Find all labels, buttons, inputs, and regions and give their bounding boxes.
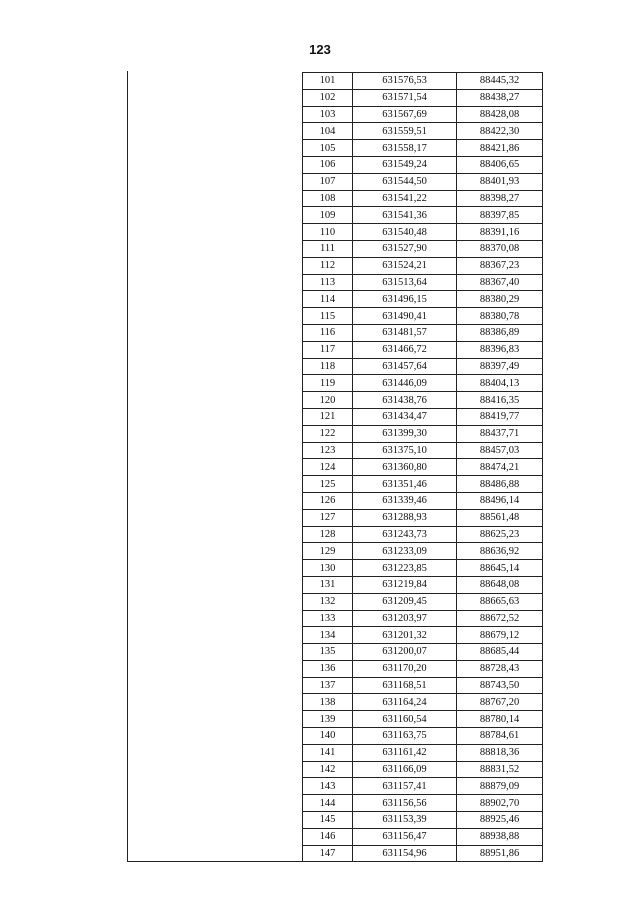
point-number-cell: 129 bbox=[303, 543, 353, 560]
x-coordinate-cell: 631513,64 bbox=[353, 274, 457, 291]
table-row bbox=[303, 324, 543, 341]
table-row bbox=[303, 509, 543, 526]
x-coordinate-cell: 631540,48 bbox=[353, 224, 457, 241]
x-coordinate-cell: 631153,39 bbox=[353, 812, 457, 829]
y-coordinate-cell: 88474,21 bbox=[457, 459, 543, 476]
y-coordinate-cell: 88438,27 bbox=[457, 89, 543, 106]
x-coordinate-cell: 631527,90 bbox=[353, 240, 457, 257]
x-coordinate-cell: 631200,07 bbox=[353, 644, 457, 661]
table-row bbox=[303, 744, 543, 761]
x-coordinate-cell: 631558,17 bbox=[353, 140, 457, 157]
y-coordinate-cell: 88401,93 bbox=[457, 173, 543, 190]
point-number-cell: 119 bbox=[303, 375, 353, 392]
y-coordinate-cell: 88496,14 bbox=[457, 492, 543, 509]
y-coordinate-cell: 88665,63 bbox=[457, 593, 543, 610]
y-coordinate-cell: 88457,03 bbox=[457, 442, 543, 459]
table-row bbox=[303, 106, 543, 123]
y-coordinate-cell: 88728,43 bbox=[457, 660, 543, 677]
x-coordinate-cell: 631466,72 bbox=[353, 341, 457, 358]
table-row bbox=[303, 728, 543, 745]
y-coordinate-cell: 88422,30 bbox=[457, 123, 543, 140]
point-number-cell: 111 bbox=[303, 240, 353, 257]
table-row bbox=[303, 140, 543, 157]
table-row bbox=[303, 644, 543, 661]
x-coordinate-cell: 631219,84 bbox=[353, 576, 457, 593]
point-number-cell: 110 bbox=[303, 224, 353, 241]
table-row bbox=[303, 761, 543, 778]
point-number-cell: 118 bbox=[303, 358, 353, 375]
x-coordinate-cell: 631541,22 bbox=[353, 190, 457, 207]
point-number-cell: 141 bbox=[303, 744, 353, 761]
y-coordinate-cell: 88486,88 bbox=[457, 476, 543, 493]
x-coordinate-cell: 631576,53 bbox=[353, 73, 457, 90]
table-row bbox=[303, 778, 543, 795]
y-coordinate-cell: 88561,48 bbox=[457, 509, 543, 526]
x-coordinate-cell: 631549,24 bbox=[353, 156, 457, 173]
table-row bbox=[303, 610, 543, 627]
table-row bbox=[303, 476, 543, 493]
x-coordinate-cell: 631203,97 bbox=[353, 610, 457, 627]
point-number-cell: 135 bbox=[303, 644, 353, 661]
table-row bbox=[303, 845, 543, 862]
y-coordinate-cell: 88645,14 bbox=[457, 560, 543, 577]
y-coordinate-cell: 88445,32 bbox=[457, 73, 543, 90]
x-coordinate-cell: 631156,47 bbox=[353, 828, 457, 845]
table-row bbox=[303, 240, 543, 257]
x-coordinate-cell: 631496,15 bbox=[353, 291, 457, 308]
y-coordinate-cell: 88380,29 bbox=[457, 291, 543, 308]
y-coordinate-cell: 88404,13 bbox=[457, 375, 543, 392]
table-row bbox=[303, 459, 543, 476]
x-coordinate-cell: 631161,42 bbox=[353, 744, 457, 761]
y-coordinate-cell: 88419,77 bbox=[457, 408, 543, 425]
point-number-cell: 120 bbox=[303, 392, 353, 409]
table-row bbox=[303, 408, 543, 425]
y-coordinate-cell: 88428,08 bbox=[457, 106, 543, 123]
x-coordinate-cell: 631544,50 bbox=[353, 173, 457, 190]
y-coordinate-cell: 88386,89 bbox=[457, 324, 543, 341]
x-coordinate-cell: 631481,57 bbox=[353, 324, 457, 341]
table-row bbox=[303, 123, 543, 140]
point-number-cell: 136 bbox=[303, 660, 353, 677]
point-number-cell: 145 bbox=[303, 812, 353, 829]
point-number-cell: 127 bbox=[303, 509, 353, 526]
point-number-cell: 101 bbox=[303, 73, 353, 90]
x-coordinate-cell: 631160,54 bbox=[353, 711, 457, 728]
point-number-cell: 125 bbox=[303, 476, 353, 493]
table-row bbox=[303, 358, 543, 375]
point-number-cell: 138 bbox=[303, 694, 353, 711]
table-row bbox=[303, 224, 543, 241]
coordinates-table-body bbox=[303, 73, 543, 862]
point-number-cell: 122 bbox=[303, 425, 353, 442]
y-coordinate-cell: 88938,88 bbox=[457, 828, 543, 845]
table-row bbox=[303, 257, 543, 274]
x-coordinate-cell: 631154,96 bbox=[353, 845, 457, 862]
point-number-cell: 115 bbox=[303, 308, 353, 325]
x-coordinate-cell: 631166,09 bbox=[353, 761, 457, 778]
point-number-cell: 116 bbox=[303, 324, 353, 341]
x-coordinate-cell: 631157,41 bbox=[353, 778, 457, 795]
y-coordinate-cell: 88406,65 bbox=[457, 156, 543, 173]
x-coordinate-cell: 631360,80 bbox=[353, 459, 457, 476]
x-coordinate-cell: 631243,73 bbox=[353, 526, 457, 543]
y-coordinate-cell: 88625,23 bbox=[457, 526, 543, 543]
table-row bbox=[303, 560, 543, 577]
table-row bbox=[303, 593, 543, 610]
table-row bbox=[303, 89, 543, 106]
point-number-cell: 113 bbox=[303, 274, 353, 291]
x-coordinate-cell: 631571,54 bbox=[353, 89, 457, 106]
y-coordinate-cell: 88421,86 bbox=[457, 140, 543, 157]
y-coordinate-cell: 88831,52 bbox=[457, 761, 543, 778]
y-coordinate-cell: 88397,85 bbox=[457, 207, 543, 224]
point-number-cell: 106 bbox=[303, 156, 353, 173]
table-row bbox=[303, 576, 543, 593]
table-row bbox=[303, 308, 543, 325]
table-row bbox=[303, 694, 543, 711]
point-number-cell: 124 bbox=[303, 459, 353, 476]
table-row bbox=[303, 73, 543, 90]
point-number-cell: 117 bbox=[303, 341, 353, 358]
y-coordinate-cell: 88648,08 bbox=[457, 576, 543, 593]
table-row bbox=[303, 543, 543, 560]
point-number-cell: 105 bbox=[303, 140, 353, 157]
table-row bbox=[303, 627, 543, 644]
x-coordinate-cell: 631434,47 bbox=[353, 408, 457, 425]
y-coordinate-cell: 88784,61 bbox=[457, 728, 543, 745]
table-row bbox=[303, 711, 543, 728]
y-coordinate-cell: 88925,46 bbox=[457, 812, 543, 829]
y-coordinate-cell: 88416,35 bbox=[457, 392, 543, 409]
y-coordinate-cell: 88679,12 bbox=[457, 627, 543, 644]
point-number-cell: 108 bbox=[303, 190, 353, 207]
page-number: 123 bbox=[309, 42, 331, 57]
table-row bbox=[303, 173, 543, 190]
x-coordinate-cell: 631168,51 bbox=[353, 677, 457, 694]
table-row bbox=[303, 526, 543, 543]
y-coordinate-cell: 88396,83 bbox=[457, 341, 543, 358]
table-row bbox=[303, 291, 543, 308]
x-coordinate-cell: 631339,46 bbox=[353, 492, 457, 509]
point-number-cell: 140 bbox=[303, 728, 353, 745]
x-coordinate-cell: 631201,32 bbox=[353, 627, 457, 644]
y-coordinate-cell: 88818,36 bbox=[457, 744, 543, 761]
table-row bbox=[303, 392, 543, 409]
x-coordinate-cell: 631164,24 bbox=[353, 694, 457, 711]
y-coordinate-cell: 88636,92 bbox=[457, 543, 543, 560]
point-number-cell: 103 bbox=[303, 106, 353, 123]
x-coordinate-cell: 631375,10 bbox=[353, 442, 457, 459]
table-row bbox=[303, 274, 543, 291]
point-number-cell: 142 bbox=[303, 761, 353, 778]
y-coordinate-cell: 88367,40 bbox=[457, 274, 543, 291]
y-coordinate-cell: 88879,09 bbox=[457, 778, 543, 795]
y-coordinate-cell: 88951,86 bbox=[457, 845, 543, 862]
point-number-cell: 134 bbox=[303, 627, 353, 644]
point-number-cell: 126 bbox=[303, 492, 353, 509]
x-coordinate-cell: 631559,51 bbox=[353, 123, 457, 140]
x-coordinate-cell: 631524,21 bbox=[353, 257, 457, 274]
x-coordinate-cell: 631170,20 bbox=[353, 660, 457, 677]
table-row bbox=[303, 828, 543, 845]
table-row bbox=[303, 375, 543, 392]
y-coordinate-cell: 88780,14 bbox=[457, 711, 543, 728]
table-row bbox=[303, 492, 543, 509]
x-coordinate-cell: 631457,64 bbox=[353, 358, 457, 375]
y-coordinate-cell: 88367,23 bbox=[457, 257, 543, 274]
table-row bbox=[303, 660, 543, 677]
point-number-cell: 104 bbox=[303, 123, 353, 140]
point-number-cell: 143 bbox=[303, 778, 353, 795]
point-number-cell: 137 bbox=[303, 677, 353, 694]
table-row bbox=[303, 442, 543, 459]
table-row bbox=[303, 156, 543, 173]
x-coordinate-cell: 631288,93 bbox=[353, 509, 457, 526]
table-row bbox=[303, 190, 543, 207]
point-number-cell: 109 bbox=[303, 207, 353, 224]
y-coordinate-cell: 88902,70 bbox=[457, 795, 543, 812]
x-coordinate-cell: 631490,41 bbox=[353, 308, 457, 325]
x-coordinate-cell: 631351,46 bbox=[353, 476, 457, 493]
y-coordinate-cell: 88370,08 bbox=[457, 240, 543, 257]
table-row bbox=[303, 677, 543, 694]
y-coordinate-cell: 88391,16 bbox=[457, 224, 543, 241]
point-number-cell: 131 bbox=[303, 576, 353, 593]
point-number-cell: 102 bbox=[303, 89, 353, 106]
point-number-cell: 133 bbox=[303, 610, 353, 627]
x-coordinate-cell: 631163,75 bbox=[353, 728, 457, 745]
point-number-cell: 112 bbox=[303, 257, 353, 274]
point-number-cell: 130 bbox=[303, 560, 353, 577]
x-coordinate-cell: 631567,69 bbox=[353, 106, 457, 123]
y-coordinate-cell: 88380,78 bbox=[457, 308, 543, 325]
table-row bbox=[303, 812, 543, 829]
x-coordinate-cell: 631446,09 bbox=[353, 375, 457, 392]
point-number-cell: 121 bbox=[303, 408, 353, 425]
x-coordinate-cell: 631223,85 bbox=[353, 560, 457, 577]
y-coordinate-cell: 88397,49 bbox=[457, 358, 543, 375]
x-coordinate-cell: 631156,56 bbox=[353, 795, 457, 812]
point-number-cell: 132 bbox=[303, 593, 353, 610]
y-coordinate-cell: 88743,50 bbox=[457, 677, 543, 694]
coordinates-table bbox=[302, 72, 543, 862]
y-coordinate-cell: 88398,27 bbox=[457, 190, 543, 207]
y-coordinate-cell: 88437,71 bbox=[457, 425, 543, 442]
x-coordinate-cell: 631233,09 bbox=[353, 543, 457, 560]
y-coordinate-cell: 88685,44 bbox=[457, 644, 543, 661]
point-number-cell: 107 bbox=[303, 173, 353, 190]
x-coordinate-cell: 631541,36 bbox=[353, 207, 457, 224]
point-number-cell: 146 bbox=[303, 828, 353, 845]
x-coordinate-cell: 631399,30 bbox=[353, 425, 457, 442]
y-coordinate-cell: 88767,20 bbox=[457, 694, 543, 711]
point-number-cell: 144 bbox=[303, 795, 353, 812]
point-number-cell: 147 bbox=[303, 845, 353, 862]
x-coordinate-cell: 631438,76 bbox=[353, 392, 457, 409]
table-row bbox=[303, 425, 543, 442]
point-number-cell: 128 bbox=[303, 526, 353, 543]
y-coordinate-cell: 88672,52 bbox=[457, 610, 543, 627]
point-number-cell: 123 bbox=[303, 442, 353, 459]
point-number-cell: 114 bbox=[303, 291, 353, 308]
point-number-cell: 139 bbox=[303, 711, 353, 728]
x-coordinate-cell: 631209,45 bbox=[353, 593, 457, 610]
table-row bbox=[303, 341, 543, 358]
table-row bbox=[303, 207, 543, 224]
table-row bbox=[303, 795, 543, 812]
